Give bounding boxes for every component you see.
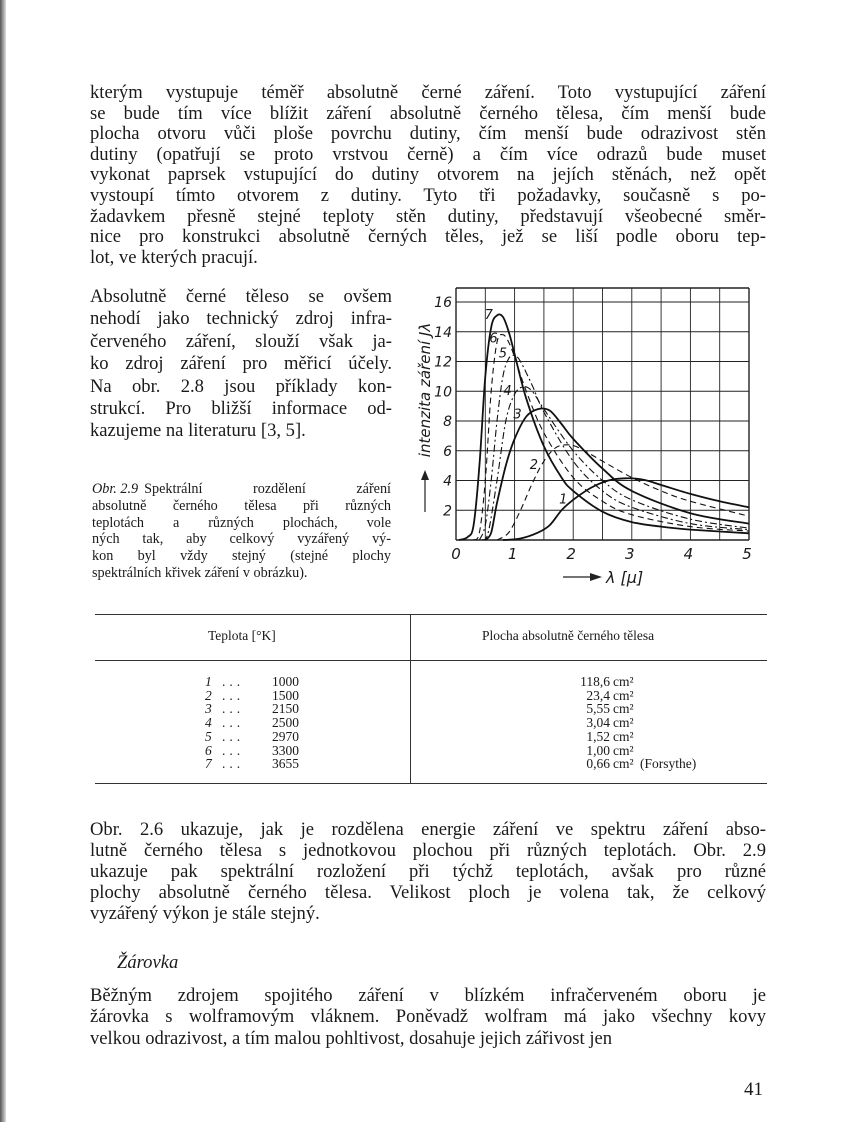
- area-unit: cm²: [613, 674, 634, 689]
- text-line: žárovka s wolframovým vláknem. Poněvadž wolfram má jako všechny kovy: [90, 1006, 766, 1028]
- curve-label-2: 2: [529, 458, 539, 474]
- area-unit: cm²: [613, 728, 634, 744]
- x-tick-label: 2: [566, 545, 576, 563]
- text-line: kterým vystupuje téměř absolutně černé záření. Toto vystupující záření: [90, 82, 766, 103]
- temperature-value: 1000: [272, 674, 299, 689]
- row-number: 6: [205, 742, 212, 758]
- section-heading: Žárovka: [117, 952, 179, 973]
- table-row: [0, 689, 841, 703]
- text-line: žadavkem přesně stejné teploty stěn dutiny, představují všeobecné směr-: [90, 205, 766, 227]
- area-unit: cm²: [613, 687, 634, 703]
- x-tick-label: 4: [683, 545, 694, 563]
- curve-6: [474, 335, 749, 540]
- text-line: lutně černého tělesa s jednotkovou plochou při různých teplotách. Obr. 2.9: [90, 840, 766, 861]
- header-temperature: Teplota [°K]: [208, 628, 276, 643]
- area-unit: cm²: [613, 756, 634, 772]
- curve-label-3: 3: [513, 407, 522, 423]
- area-value: 3,04: [586, 715, 610, 731]
- x-axis-label: λ [µ]: [606, 568, 644, 587]
- text-line: nice pro konstrukci absolutně černých těles, jež se liší podle oboru tep-: [90, 226, 766, 248]
- text-line: vystoupí tímto otvorem z dutiny. Tyto tři požadavky, současně s po-: [90, 185, 766, 206]
- temperature-value: 3655: [272, 756, 299, 772]
- y-tick-label: 10: [434, 384, 452, 401]
- row-dots: ...: [222, 701, 245, 717]
- x-axis-arrowhead: [590, 573, 602, 581]
- y-axis-label: intenzita záření Jλ: [416, 322, 434, 458]
- curve-label-4: 4: [503, 383, 512, 399]
- x-tick-label: 3: [625, 545, 635, 563]
- row-dots: ...: [222, 687, 245, 703]
- text-line: dutiny (opatřují se proto vrstvou černě) a čím více odrazů bude muset: [90, 143, 766, 165]
- area-unit: cm²: [613, 742, 634, 758]
- x-tick-label: 5: [742, 545, 752, 563]
- temperature-value: 2500: [272, 715, 299, 731]
- row-number: 7: [205, 756, 212, 772]
- caption-line: teplotách a různých plochách, vole: [92, 514, 391, 531]
- text-line: plochy absolutně černého tělesa. Velikost ploch je volena tak, že celkový: [90, 882, 766, 903]
- area-value: 1,00: [586, 742, 610, 758]
- text-line: plocha otvoru vůči ploše povrchu dutiny, čím menší bude odrazivost stěn: [90, 123, 766, 145]
- table-header-rule: [95, 660, 767, 661]
- row-dots: ...: [222, 742, 245, 758]
- table-bottom-rule: [95, 783, 767, 784]
- y-tick-label: 4: [443, 473, 452, 490]
- row-dots: ...: [222, 728, 245, 744]
- caption-line: [92, 481, 391, 498]
- curve-2: [497, 445, 749, 540]
- caption-line: absolutně černého tělesa při různých: [92, 497, 391, 514]
- y-tick-label: 2: [443, 503, 452, 520]
- text-line: vykonat paprsek vstupující do dutiny otvorem na jejích stěnách, než opět: [90, 164, 766, 186]
- text-line: nehodí jako technický zdroj infra-: [90, 308, 392, 330]
- caption-line: kon byl vždy stejný (stejné plochy: [92, 548, 391, 565]
- header-area: Plocha absolutně černého tělesa: [482, 628, 655, 643]
- caption-line: ných tak, aby celkový vyzářený vý-: [92, 531, 391, 548]
- caption-line: spektrálních křivek záření v obrázku).: [92, 565, 308, 581]
- temperature-value: 2970: [272, 728, 299, 744]
- curve-label-5: 5: [498, 346, 508, 362]
- text-line: Běžným zdrojem spojitého záření v blízkém infračerveném oboru je: [90, 985, 766, 1006]
- text-line: ko zdroj záření pro měřicí účely.: [90, 353, 392, 375]
- text-line: červeného záření, slouží však ja-: [90, 330, 392, 352]
- text-line: se bude tím více blížit záření absolutně černého tělesa, čím menší bude: [90, 102, 766, 124]
- table-row: [0, 675, 841, 689]
- temperature-value: 2150: [272, 701, 299, 717]
- caption-label: Obr. 2.9: [92, 481, 139, 497]
- x-tick-label: 1: [507, 545, 518, 563]
- area-value: 5,55: [586, 701, 610, 717]
- y-axis-arrowhead: [421, 470, 429, 480]
- text-line: Absolutně černé těleso se ovšem: [90, 286, 392, 307]
- area-note: (Forsythe): [640, 756, 697, 772]
- text-line: Obr. 2.6 ukazuje, jak je rozdělena energie záření ve spektru záření abso-: [90, 819, 766, 840]
- table-row: [0, 744, 841, 758]
- area-unit: cm²: [613, 701, 634, 717]
- table-row: [0, 730, 841, 744]
- text-line: lot, ve kterých pracují.: [90, 246, 258, 268]
- row-number: 4: [205, 715, 212, 731]
- row-dots: ...: [222, 756, 245, 772]
- area-unit: cm²: [613, 715, 634, 731]
- area-value: 118,6: [580, 674, 610, 689]
- temperature-value: 1500: [272, 687, 299, 703]
- scan-edge: [0, 0, 6, 1122]
- curve-label-6: 6: [489, 331, 498, 347]
- text-line: ukazuje pak spektrální rozložení při týchž teplotách, avšak pro různé: [90, 861, 766, 882]
- y-tick-label: 8: [443, 414, 452, 430]
- curve-7: [459, 314, 749, 540]
- text-line: kazujeme na literaturu [3, 5].: [90, 420, 306, 442]
- table-top-rule: [95, 614, 767, 615]
- table-row: [0, 757, 841, 771]
- curve-5: [479, 355, 749, 540]
- y-tick-label: 16: [434, 295, 452, 311]
- row-dots: ...: [222, 715, 245, 731]
- curve-label-7: 7: [484, 307, 493, 323]
- caption-text: Spektrální rozdělení záření: [144, 481, 391, 497]
- text-line: strukcí. Pro bližší informace od-: [90, 398, 392, 419]
- text-line: vyzářený výkon je stále stejný.: [90, 903, 320, 924]
- row-number: 3: [205, 701, 212, 717]
- y-tick-label: 12: [434, 354, 452, 371]
- row-dots: ...: [222, 674, 245, 689]
- table-row: [0, 716, 841, 730]
- x-tick-label: 0: [451, 545, 461, 563]
- y-tick-label: 14: [434, 324, 452, 341]
- area-value: 23,4: [586, 687, 610, 703]
- curve-3: [485, 408, 749, 540]
- table-row: [0, 702, 841, 716]
- temperature-value: 3300: [272, 742, 299, 758]
- y-tick-label: 6: [443, 443, 452, 460]
- text-line: Na obr. 2.8 jsou příklady kon-: [90, 375, 392, 397]
- row-number: 2: [205, 687, 212, 703]
- text-line: velkou odrazivost, a tím malou pohltivost, dosahuje jejich zářivost jen: [90, 1027, 613, 1049]
- row-number: 1: [205, 674, 212, 689]
- page-number: 41: [744, 1079, 763, 1100]
- curve-label-1: 1: [559, 492, 568, 508]
- area-value: 0,66: [586, 756, 610, 772]
- area-value: 1,52: [586, 728, 610, 744]
- curve-1: [503, 478, 749, 540]
- row-number: 5: [205, 728, 212, 744]
- curve-4: [482, 387, 749, 540]
